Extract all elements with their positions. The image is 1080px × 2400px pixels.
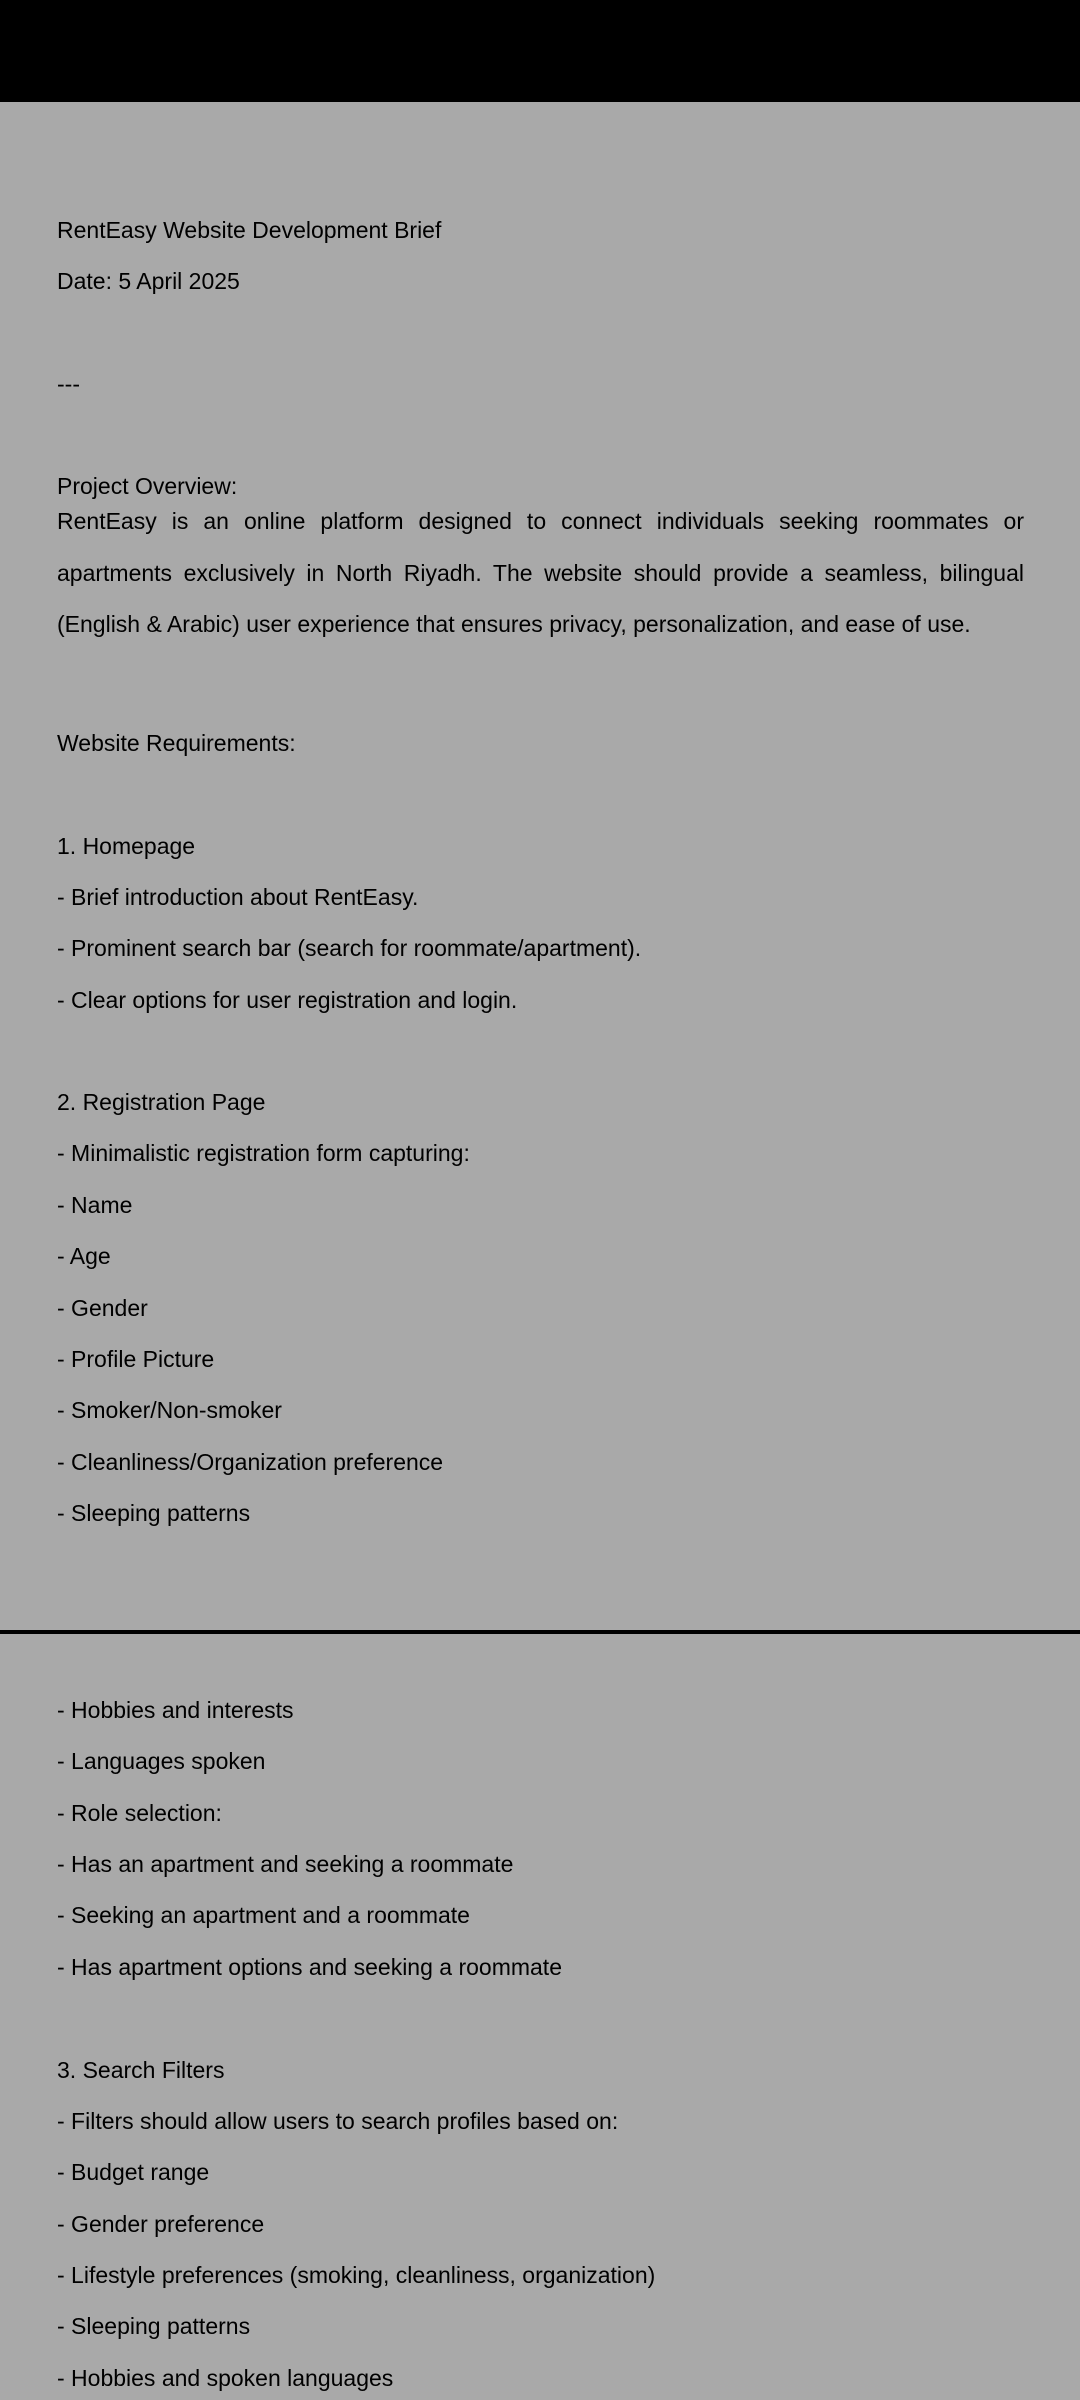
section-heading-homepage: 1. Homepage — [57, 833, 196, 859]
list-item: - Hobbies and interests — [57, 1697, 294, 1723]
list-item: - Name — [57, 1192, 133, 1218]
overview-heading: Project Overview: — [57, 473, 238, 499]
list-item: - Sleeping patterns — [57, 2313, 251, 2339]
list-item: - Has an apartment and seeking a roommate — [57, 1851, 514, 1877]
list-item: - Clear options for user registration and login. — [57, 987, 518, 1013]
list-item: - Filters should allow users to search profiles based on: — [57, 2108, 619, 2134]
list-item: - Gender — [57, 1295, 148, 1321]
list-item: - Prominent search bar (search for roommate/apartment). — [57, 935, 642, 961]
list-item: - Profile Picture — [57, 1346, 215, 1372]
list-item: - Brief introduction about RentEasy. — [57, 884, 419, 910]
requirements-heading: Website Requirements: — [57, 730, 296, 756]
separator: --- — [57, 371, 80, 397]
list-item: - Gender preference — [57, 2211, 265, 2237]
overview-body: RentEasy is an online platform designed to connect individuals seeking roommates or apartments exclusively in North Riyadh. The website should provide a seamless, bilingual (English & Arabic) user experience that ensures privacy, personalization, and ease of use. — [57, 508, 1024, 637]
list-item: - Hobbies and spoken languages — [57, 2365, 394, 2391]
list-item: - Has apartment options and seeking a roommate — [57, 1954, 562, 1980]
status-bar — [0, 0, 1080, 102]
list-item: - Role selection: — [57, 1800, 222, 1826]
list-item: - Seeking an apartment and a roommate — [57, 1902, 470, 1928]
list-item: - Lifestyle preferences (smoking, cleanliness, organization) — [57, 2262, 656, 2288]
list-item: - Cleanliness/Organization preference — [57, 1449, 444, 1475]
document-page-2 — [0, 1634, 1080, 2400]
document-title: RentEasy Website Development Brief — [57, 217, 442, 243]
section-heading-registration: 2. Registration Page — [57, 1089, 266, 1115]
list-item: - Budget range — [57, 2159, 210, 2185]
list-item: - Languages spoken — [57, 1748, 266, 1774]
list-item: - Sleeping patterns — [57, 1500, 251, 1526]
document-page-1 — [0, 102, 1080, 1630]
list-item: - Minimalistic registration form capturing: — [57, 1140, 470, 1166]
section-heading-search-filters: 3. Search Filters — [57, 2057, 225, 2083]
list-item: - Age — [57, 1243, 111, 1269]
list-item: - Smoker/Non-smoker — [57, 1397, 282, 1423]
document-date: Date: 5 April 2025 — [57, 268, 240, 294]
